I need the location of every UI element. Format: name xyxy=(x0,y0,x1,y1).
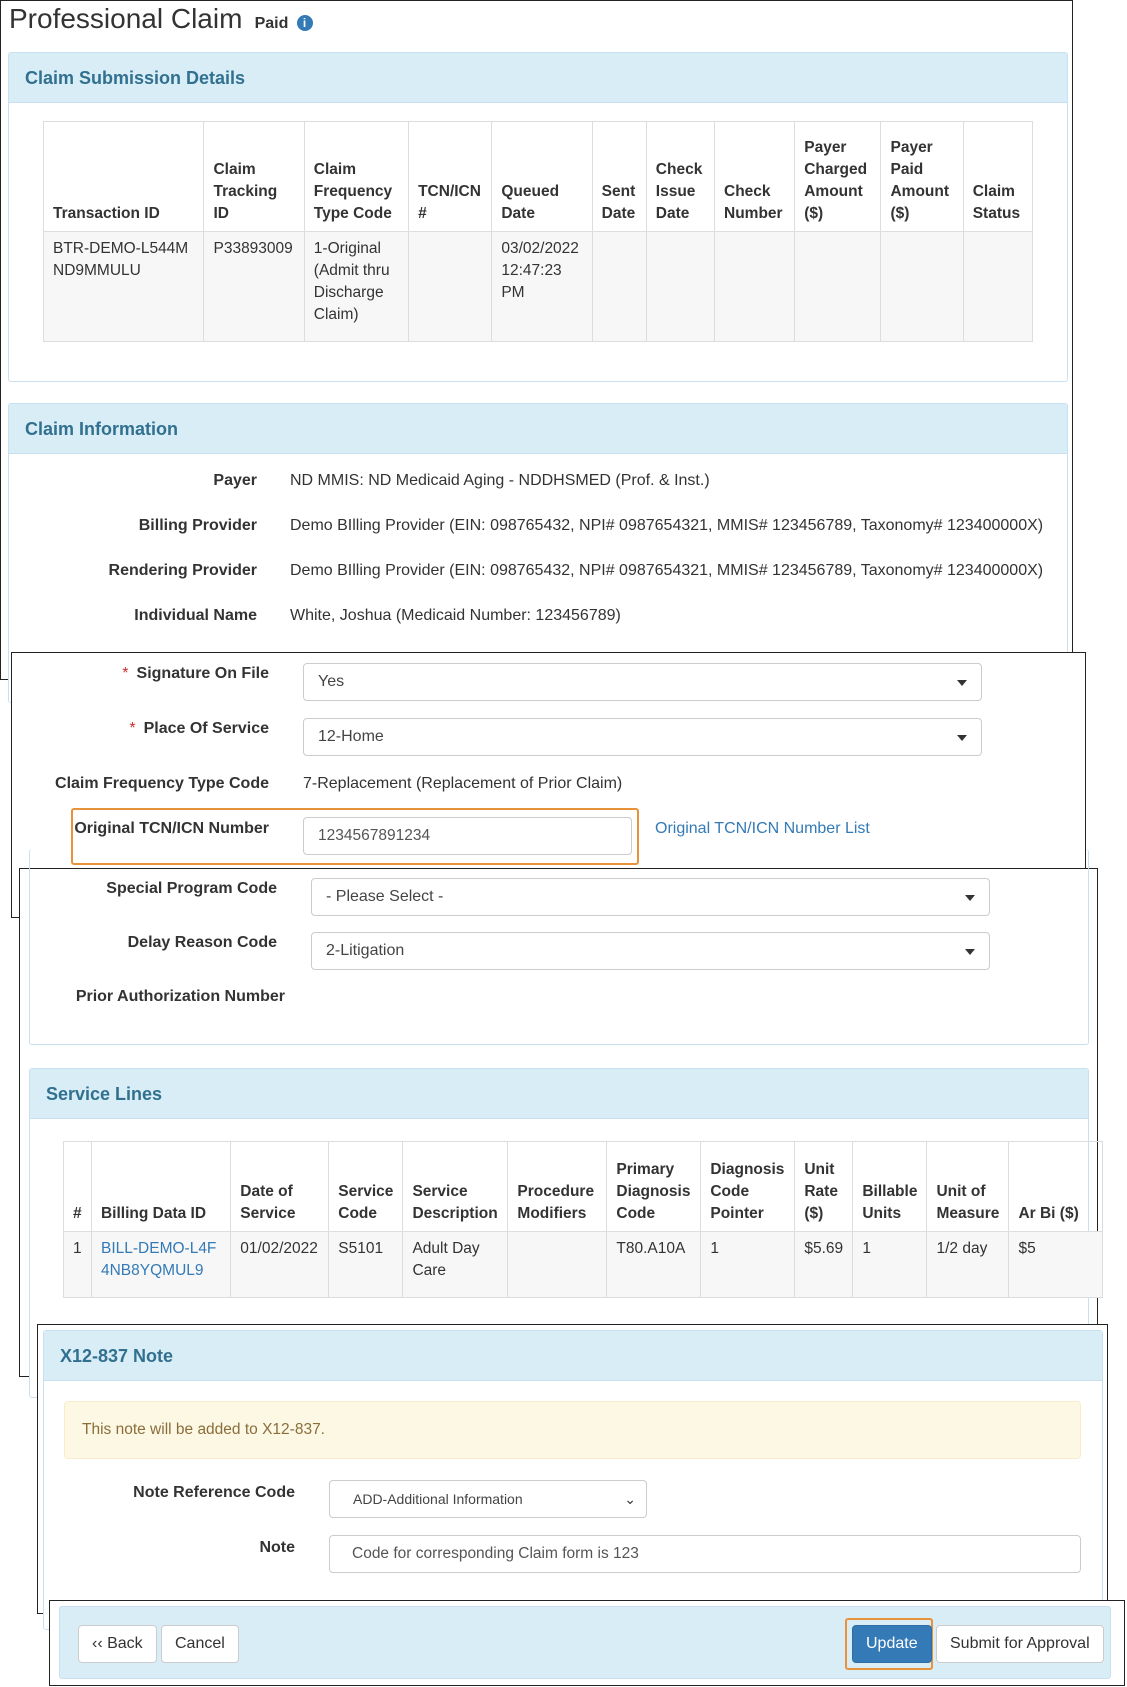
claim-frequency-value: 7-Replacement (Replacement of Prior Claim) xyxy=(303,775,623,792)
individual-name-value: White, Joshua (Medicaid Number: 123456789) xyxy=(290,607,621,624)
column-header: Sent Date xyxy=(592,122,646,232)
table-cell xyxy=(795,232,881,342)
table-cell: 1-Original (Admit thru Discharge Claim) xyxy=(304,232,408,342)
page-title-row xyxy=(9,3,313,35)
prior-authorization-label: Prior Authorization Number xyxy=(75,988,285,1005)
individual-name-label: Individual Name xyxy=(134,607,257,624)
table-cell: 1 xyxy=(64,1232,92,1298)
signature-label: * Signature On File xyxy=(122,665,269,682)
note-frame xyxy=(37,1324,1108,1614)
chevron-down-icon xyxy=(957,680,967,686)
table-cell: P33893009 xyxy=(204,232,304,342)
column-header: Payer Paid Amount ($) xyxy=(881,122,963,232)
delay-reason-label: Delay Reason Code xyxy=(127,934,277,951)
column-header: Queued Date xyxy=(492,122,592,232)
column-header: # xyxy=(64,1142,92,1232)
column-header: Claim Status xyxy=(963,122,1032,232)
claim-info-panel-bottom xyxy=(29,849,1089,1045)
table-cell: Adult Day Care xyxy=(403,1232,508,1298)
rendering-provider-label: Rendering Provider xyxy=(108,562,257,579)
original-tcn-input[interactable]: 1234567891234 xyxy=(303,817,632,855)
column-header: Service Description xyxy=(403,1142,508,1232)
delay-reason-select[interactable]: 2-Litigation xyxy=(311,932,990,970)
back-button[interactable]: ‹‹ Back xyxy=(78,1625,157,1663)
rendering-provider-value: Demo BIlling Provider (EIN: 098765432, NPI# 0987654321, MMIS# 123456789, Taxonomy# 123400000X) xyxy=(290,562,1044,579)
table-cell xyxy=(508,1232,607,1298)
required-mark: * xyxy=(129,720,136,737)
table-cell xyxy=(715,232,795,342)
panel-heading: Claim Information xyxy=(9,404,1067,454)
note-alert: This note will be added to X12-837. xyxy=(64,1401,1081,1459)
submit-for-approval-button[interactable]: Submit for Approval xyxy=(936,1625,1104,1663)
place-of-service-label: * Place Of Service xyxy=(129,720,269,737)
chevron-down-icon: ⌄ xyxy=(624,1491,636,1507)
page-title: Professional Claim xyxy=(9,3,243,34)
table-row xyxy=(44,232,1033,342)
payer-value: ND MMIS: ND Medicaid Aging - NDDHSMED (Prof. & Inst.) xyxy=(290,472,710,489)
submission-table xyxy=(43,121,1033,342)
note-input[interactable]: Code for corresponding Claim form is 123 xyxy=(329,1535,1081,1573)
billing-provider-label: Billing Provider xyxy=(138,517,257,534)
claim-summary-frame xyxy=(0,0,1073,680)
special-program-select[interactable]: - Please Select - xyxy=(311,878,990,916)
original-tcn-list-link[interactable]: Original TCN/ICN Number List xyxy=(655,820,870,837)
column-header: Transaction ID xyxy=(44,122,204,232)
table-cell: S5101 xyxy=(329,1232,403,1298)
column-header: Check Number xyxy=(715,122,795,232)
signature-select[interactable]: Yes xyxy=(303,663,982,701)
place-of-service-select[interactable]: 12-Home xyxy=(303,718,982,756)
cancel-button[interactable]: Cancel xyxy=(161,1625,239,1663)
table-cell: 1 xyxy=(701,1232,795,1298)
update-button[interactable]: Update xyxy=(852,1625,932,1663)
column-header: Diagnosis Code Pointer xyxy=(701,1142,795,1232)
table-cell xyxy=(409,232,492,342)
column-header: TCN/ICN # xyxy=(409,122,492,232)
column-header: Procedure Modifiers xyxy=(508,1142,607,1232)
panel-heading: Service Lines xyxy=(30,1069,1088,1119)
required-mark: * xyxy=(122,665,129,682)
table-cell: 01/02/2022 xyxy=(231,1232,329,1298)
panel-heading: Claim Submission Details xyxy=(9,53,1067,103)
column-header: Unit of Measure xyxy=(927,1142,1009,1232)
service-lines-table xyxy=(63,1141,1103,1298)
column-header: Unit Rate ($) xyxy=(795,1142,853,1232)
info-icon[interactable]: i xyxy=(297,15,313,31)
table-cell xyxy=(646,232,714,342)
original-tcn-label: Original TCN/ICN Number xyxy=(74,820,269,837)
service-lines-scroll[interactable] xyxy=(63,1141,1079,1301)
note-reference-select[interactable]: ADD-Additional Information ⌄ xyxy=(329,1480,647,1518)
chevron-down-icon xyxy=(957,735,967,741)
table-cell xyxy=(592,232,646,342)
table-cell: T80.A10A xyxy=(607,1232,701,1298)
billing-provider-value: Demo BIlling Provider (EIN: 098765432, NPI# 0987654321, MMIS# 123456789, Taxonomy# 123400000X) xyxy=(290,517,1044,534)
column-header: Claim Frequency Type Code xyxy=(304,122,408,232)
column-header: Date of Service xyxy=(231,1142,329,1232)
column-header: Ar Bi ($) xyxy=(1009,1142,1103,1232)
table-cell: 03/02/2022 12:47:23 PM xyxy=(492,232,592,342)
column-header: Billable Units xyxy=(853,1142,927,1232)
column-header: Check Issue Date xyxy=(646,122,714,232)
column-header: Billing Data ID xyxy=(91,1142,230,1232)
table-cell: BTR-DEMO-L544MND9MMULU xyxy=(44,232,204,342)
note-reference-label: Note Reference Code xyxy=(133,1484,295,1501)
billing-data-link[interactable]: BILL-DEMO-L4F4NB8YQMUL9 xyxy=(91,1232,230,1298)
payer-label: Payer xyxy=(213,472,257,489)
table-cell xyxy=(963,232,1032,342)
table-row xyxy=(64,1232,1103,1298)
table-cell: 1 xyxy=(853,1232,927,1298)
column-header: Payer Charged Amount ($) xyxy=(795,122,881,232)
claim-form-frame-2 xyxy=(19,868,1098,1377)
note-label: Note xyxy=(259,1539,295,1556)
special-program-label: Special Program Code xyxy=(106,880,277,897)
table-cell: $5 xyxy=(1009,1232,1103,1298)
column-header: Claim Tracking ID xyxy=(204,122,304,232)
table-cell xyxy=(881,232,963,342)
claim-submission-panel xyxy=(8,52,1068,382)
column-header: Service Code xyxy=(329,1142,403,1232)
actions-frame xyxy=(49,1600,1125,1686)
table-cell: $5.69 xyxy=(795,1232,853,1298)
status-badge: Paid xyxy=(254,15,289,32)
table-cell: 1/2 day xyxy=(927,1232,1009,1298)
column-header: Primary Diagnosis Code xyxy=(607,1142,701,1232)
panel-heading: X12-837 Note xyxy=(44,1331,1102,1381)
claim-frequency-label: Claim Frequency Type Code xyxy=(55,775,269,792)
